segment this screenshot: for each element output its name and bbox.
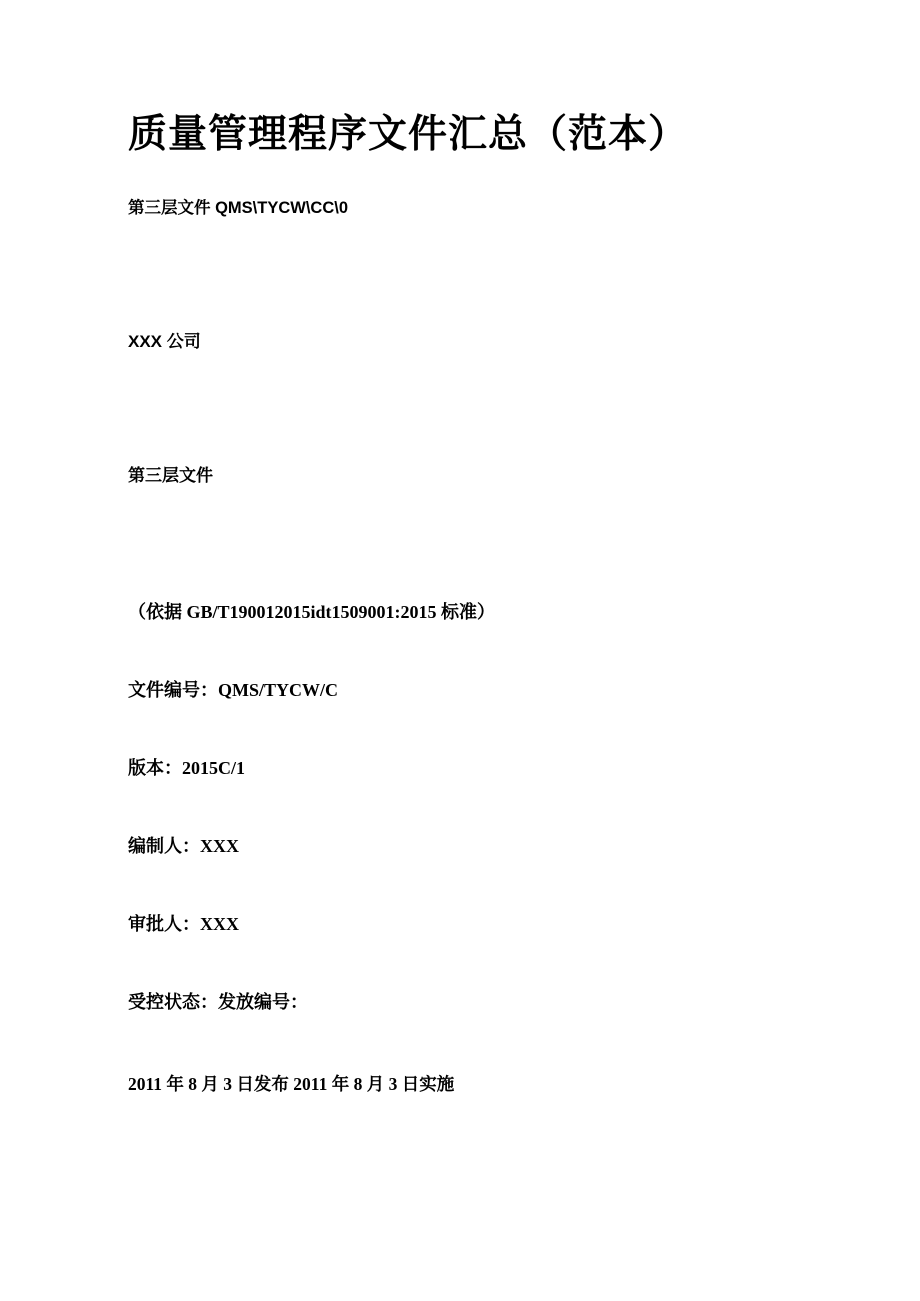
field-author: 编制人：XXX (128, 836, 239, 857)
field-approver: 审批人：XXX (128, 914, 239, 935)
issue-implement-date: 2011 年 8 月 3 日发布 2011 年 8 月 3 日实施 (128, 1073, 455, 1094)
document-code-line: 第三层文件 QMS\TYCW\CC\0 (128, 198, 349, 217)
field-control-status: 受控状态：发放编号： (128, 992, 308, 1013)
company-name: XXX 公司 (128, 331, 201, 351)
page-title: 质量管理程序文件汇总（范本） (128, 113, 689, 156)
document-layer-label: 第三层文件 (128, 465, 213, 485)
standard-basis: （依据 GB/T190012015idt1509001:2015 标准） (128, 602, 496, 623)
field-doc-number: 文件编号：QMS/TYCW/C (128, 679, 339, 700)
field-version: 版本：2015C/1 (128, 757, 245, 778)
